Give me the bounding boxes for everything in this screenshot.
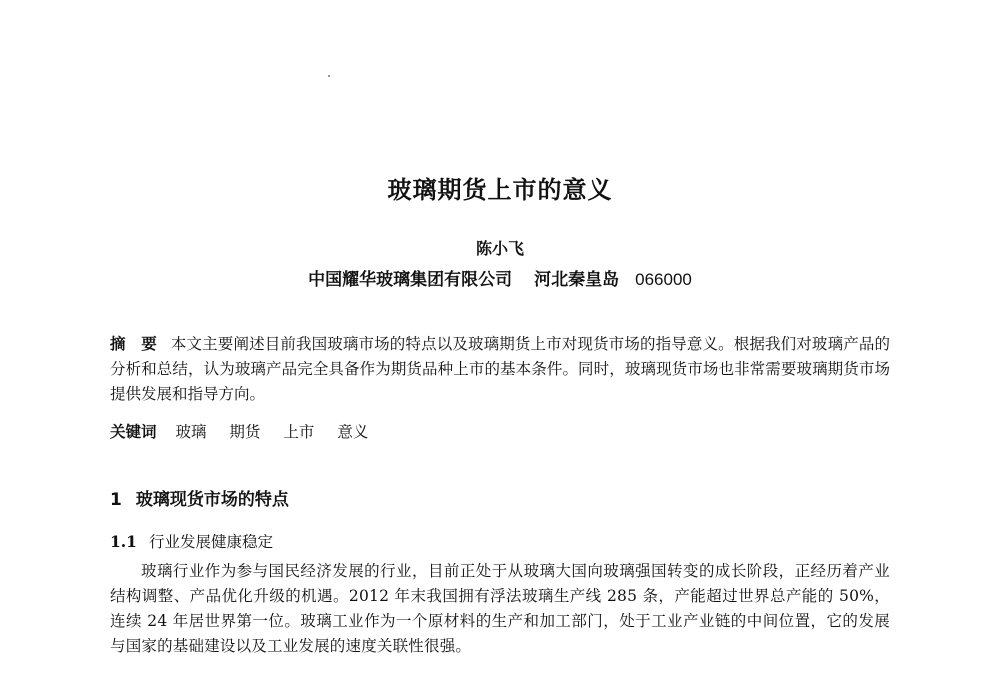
keyword: 意义 (337, 423, 369, 441)
abstract (110, 332, 890, 407)
affiliation (0, 265, 1000, 290)
keyword: 上市 (283, 423, 315, 441)
abstract-label: 摘 要 (110, 335, 157, 353)
subsection-number: 1.1 (110, 532, 137, 551)
section-title: 玻璃现货市场的特点 (135, 490, 289, 510)
keywords-label: 关键词 (110, 423, 157, 441)
scan-speck (328, 75, 330, 77)
keyword: 期货 (229, 423, 261, 441)
abstract-text: 本文主要阐述目前我国玻璃市场的特点以及玻璃期货上市对现货市场的指导意义。根据我们对玻璃产品的分析和总结，认为玻璃产品完全具备作为期货品种上市的基本条件。同时，玻璃现货市场也非常需要玻璃期货市场提供发展和指导方向。 (110, 335, 890, 403)
body-text (110, 559, 890, 659)
subsection-heading (110, 530, 273, 552)
section-heading (110, 485, 289, 510)
affiliation-org: 中国耀华玻璃集团有限公司 (308, 270, 513, 290)
keywords (110, 420, 890, 445)
affiliation-place: 河北秦皇岛 (534, 270, 620, 290)
subsection-title: 行业发展健康稳定 (148, 533, 273, 551)
keyword: 玻璃 (175, 423, 207, 441)
author-name: 陈小飞 (475, 239, 524, 258)
section-number: 1 (110, 490, 122, 510)
affiliation-zip: 066000 (635, 270, 692, 289)
paper-title: 玻璃期货上市的意义 (387, 176, 613, 204)
body-paragraph: 玻璃行业作为参与国民经济发展的行业，目前正处于从玻璃大国向玻璃强国转变的成长阶段，正经历着产业结构调整、产品优化升级的机遇。2012 年末我国拥有浮法玻璃生产线 285 条，产能超过世界总产能的 50%，连续 24 年居世界第一位。玻璃工业作为一个原材料的生产和加工部门，处于工业产业链的中间位置，它的发展与国家的基础建设以及工业发展的速度关联性很强。 (110, 562, 890, 655)
